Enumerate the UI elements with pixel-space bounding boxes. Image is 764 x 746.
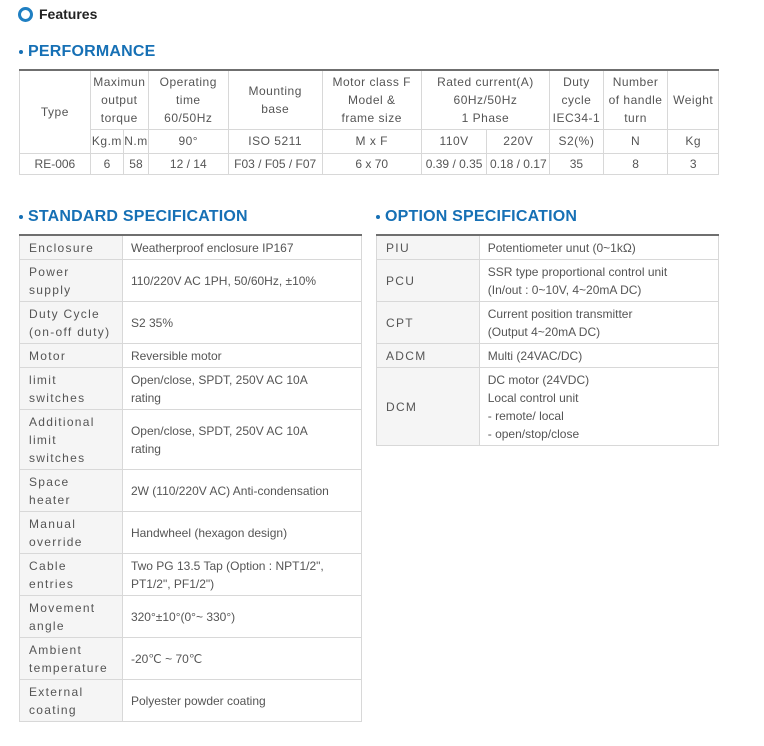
spec-row bbox=[20, 235, 362, 259]
spec-value: 2W (110/220V AC) Anti-condensation bbox=[122, 469, 361, 511]
features-title: Features bbox=[39, 6, 98, 22]
table-cell: 8 bbox=[603, 153, 668, 174]
table-cell: 58 bbox=[124, 153, 149, 174]
spec-row bbox=[20, 469, 362, 511]
spec-value: Polyester powder coating bbox=[122, 679, 361, 721]
option-spec-heading: OPTION SPECIFICATION bbox=[376, 208, 577, 226]
header-handle-turn: Number of handle turn bbox=[603, 70, 668, 129]
unit-cell: Kg bbox=[668, 129, 719, 153]
spec-row bbox=[20, 259, 362, 301]
spec-label: Space heater bbox=[20, 469, 123, 511]
spec-label: Duty Cycle (on-off duty) bbox=[20, 301, 123, 343]
spec-row bbox=[20, 301, 362, 343]
standard-spec-table bbox=[19, 234, 362, 722]
spec-value: Open/close, SPDT, 250V AC 10A rating bbox=[122, 367, 361, 409]
spec-value: S2 35% bbox=[122, 301, 361, 343]
unit-cell: 220V bbox=[487, 129, 550, 153]
spec-label: CPT bbox=[377, 301, 480, 343]
spec-row bbox=[20, 553, 362, 595]
spec-row bbox=[20, 637, 362, 679]
table-row bbox=[20, 153, 719, 174]
spec-label: External coating bbox=[20, 679, 123, 721]
spec-value: Potentiometer unut (0~1kΩ) bbox=[479, 235, 718, 259]
spec-value: Weatherproof enclosure IP167 bbox=[122, 235, 361, 259]
spec-value: Two PG 13.5 Tap (Option : NPT1/2", PT1/2", PF1/2") bbox=[122, 553, 361, 595]
unit-cell: 110V bbox=[421, 129, 487, 153]
header-mounting-base: Mounting base bbox=[228, 70, 322, 129]
bullet-icon bbox=[19, 50, 23, 54]
features-header bbox=[18, 4, 97, 24]
spec-row bbox=[377, 235, 719, 259]
spec-value: -20℃ ~ 70℃ bbox=[122, 637, 361, 679]
spec-row bbox=[377, 259, 719, 301]
header-operating-time: Operating time 60/50Hz bbox=[148, 70, 228, 129]
unit-cell: N.m bbox=[124, 129, 149, 153]
spec-label: Motor bbox=[20, 343, 123, 367]
spec-value: Reversible motor bbox=[122, 343, 361, 367]
spec-value: DC motor (24VDC) Local control unit - remote/ local - open/stop/close bbox=[479, 367, 718, 445]
bullet-icon bbox=[376, 215, 380, 219]
spec-label: Cable entries bbox=[20, 553, 123, 595]
table-cell: 6 x 70 bbox=[322, 153, 421, 174]
table-cell: 0.39 / 0.35 bbox=[421, 153, 487, 174]
spec-row bbox=[20, 679, 362, 721]
spec-row bbox=[20, 595, 362, 637]
spec-value: SSR type proportional control unit (In/out : 0~10V, 4~20mA DC) bbox=[479, 259, 718, 301]
spec-label: Movement angle bbox=[20, 595, 123, 637]
unit-cell: 90° bbox=[148, 129, 228, 153]
spec-value: 320°±10°(0°~ 330°) bbox=[122, 595, 361, 637]
spec-label: Enclosure bbox=[20, 235, 123, 259]
header-rated-current: Rated current(A) 60Hz/50Hz 1 Phase bbox=[421, 70, 549, 129]
spec-row bbox=[20, 367, 362, 409]
spec-value: Multi (24VAC/DC) bbox=[479, 343, 718, 367]
spec-row bbox=[20, 511, 362, 553]
spec-value: Open/close, SPDT, 250V AC 10A rating bbox=[122, 409, 361, 469]
unit-cell: ISO 5211 bbox=[228, 129, 322, 153]
spec-value: Handwheel (hexagon design) bbox=[122, 511, 361, 553]
table-cell: 12 / 14 bbox=[148, 153, 228, 174]
header-weight: Weight bbox=[668, 70, 719, 129]
bullet-icon bbox=[19, 215, 23, 219]
spec-row bbox=[20, 409, 362, 469]
header-torque: Maximun output torque bbox=[90, 70, 148, 129]
performance-table bbox=[19, 69, 719, 175]
spec-label: Manual override bbox=[20, 511, 123, 553]
table-cell: 6 bbox=[90, 153, 123, 174]
header-duty-cycle: Duty cycle IEC34-1 bbox=[550, 70, 604, 129]
option-spec-table bbox=[376, 234, 719, 446]
spec-label: Additional limit switches bbox=[20, 409, 123, 469]
table-cell: 35 bbox=[550, 153, 604, 174]
unit-cell: S2(%) bbox=[550, 129, 604, 153]
spec-label: DCM bbox=[377, 367, 480, 445]
table-cell: RE-006 bbox=[20, 153, 91, 174]
spec-row bbox=[377, 301, 719, 343]
table-cell: F03 / F05 / F07 bbox=[228, 153, 322, 174]
unit-cell: N bbox=[603, 129, 668, 153]
table-cell: 0.18 / 0.17 bbox=[487, 153, 550, 174]
unit-cell: M x F bbox=[322, 129, 421, 153]
spec-label: Power supply bbox=[20, 259, 123, 301]
spec-value: 110/220V AC 1PH, 50/60Hz, ±10% bbox=[122, 259, 361, 301]
performance-heading: PERFORMANCE bbox=[19, 43, 156, 61]
spec-label: Ambient temperature bbox=[20, 637, 123, 679]
standard-spec-heading: STANDARD SPECIFICATION bbox=[19, 208, 248, 226]
header-motor-class: Motor class F Model & frame size bbox=[322, 70, 421, 129]
spec-label: PIU bbox=[377, 235, 480, 259]
spec-row bbox=[377, 367, 719, 445]
spec-label: PCU bbox=[377, 259, 480, 301]
spec-label: ADCM bbox=[377, 343, 480, 367]
table-cell: 3 bbox=[668, 153, 719, 174]
spec-value: Current position transmitter (Output 4~20mA DC) bbox=[479, 301, 718, 343]
unit-cell: Kg.m bbox=[90, 129, 123, 153]
spec-row bbox=[20, 343, 362, 367]
circle-bullet-icon bbox=[18, 7, 33, 22]
header-type: Type bbox=[20, 70, 91, 153]
spec-label: limit switches bbox=[20, 367, 123, 409]
spec-row bbox=[377, 343, 719, 367]
